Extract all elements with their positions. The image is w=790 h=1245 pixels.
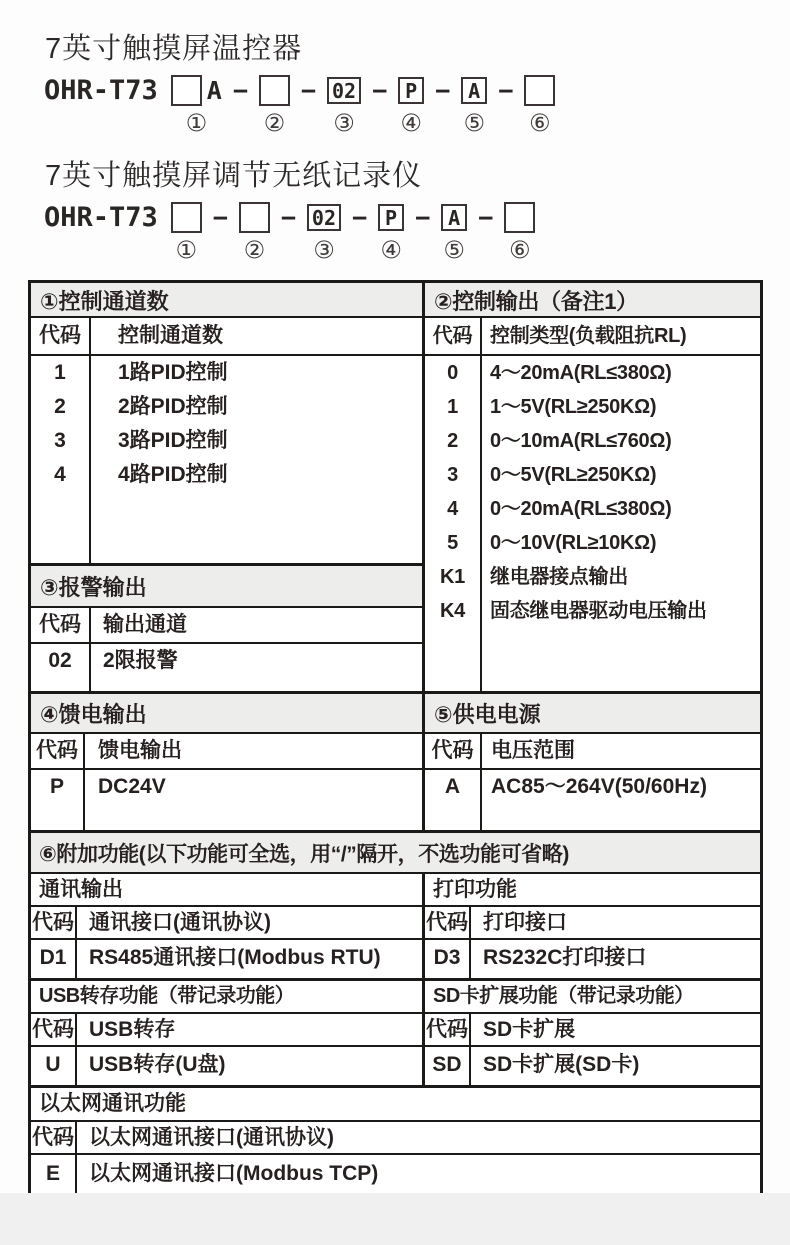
code-cell: 1	[447, 396, 458, 418]
model-segment-4	[398, 77, 424, 104]
code-column	[31, 1155, 77, 1193]
desc-cell: SD卡扩展(SD卡)	[483, 1053, 640, 1076]
model-code-line-2	[44, 202, 790, 264]
desc-cell: DC24V	[98, 775, 166, 798]
desc-column	[77, 940, 422, 978]
model-box-4: P	[398, 77, 424, 104]
desc-cell: 0～10V(RL≥10KΩ)	[490, 532, 657, 554]
code-column	[31, 770, 85, 830]
subsection-ethernet-title: 以太网通讯功能	[31, 1088, 760, 1122]
column-header-code: 代码	[31, 907, 77, 938]
segment-marker-5: ⑤	[463, 109, 485, 137]
comm-print-row	[31, 874, 760, 978]
code-column	[31, 1047, 77, 1085]
code-cell: P	[49, 775, 64, 798]
desc-cell: 2路PID控制	[118, 395, 228, 418]
table-body	[31, 1155, 760, 1193]
table-body	[425, 1047, 760, 1085]
subsection-ethernet	[31, 1085, 760, 1193]
section-control-output	[425, 283, 760, 691]
model-box-1	[171, 202, 202, 233]
segment-marker-3: ③	[333, 109, 355, 137]
model-segment-3	[307, 204, 341, 231]
desc-cell: 0～10mA(RL≤760Ω)	[490, 430, 672, 452]
section-additional-functions	[31, 830, 760, 1193]
model-dash: −	[498, 76, 514, 105]
desc-cell: 1～5V(RL≥250KΩ)	[490, 396, 657, 418]
code-cell: D1	[39, 946, 67, 969]
table-body	[425, 356, 760, 691]
table-header-row	[31, 1122, 760, 1155]
model-dash: −	[212, 203, 228, 232]
spec-top-left-column	[31, 283, 425, 691]
subsection-print-title: 打印功能	[425, 874, 760, 907]
column-header-desc: 电压范围	[491, 739, 575, 762]
code-column	[31, 356, 91, 563]
model-box-4: P	[378, 204, 404, 231]
table-body	[31, 770, 422, 830]
table-header-row	[425, 907, 760, 940]
subsection-usb-title: USB转存功能（带记录功能）	[31, 981, 422, 1014]
model-dash: −	[435, 76, 451, 105]
section-control-channels	[31, 283, 422, 563]
column-header-desc: SD卡扩展	[483, 1018, 576, 1041]
code-cell: K1	[440, 566, 465, 588]
code-cell: 2	[54, 395, 66, 418]
table-body	[31, 356, 422, 563]
code-cell: 02	[48, 649, 72, 672]
table-body	[31, 940, 422, 978]
model-segment-3	[327, 77, 361, 104]
page-bottom-shade	[0, 1193, 790, 1245]
table-header-row	[31, 907, 422, 940]
model-box-3: 02	[307, 204, 341, 231]
model-dash: −	[300, 76, 316, 105]
subsection-sd-expansion	[425, 981, 760, 1085]
section-control-output-title: ②控制输出（备注1）	[425, 283, 760, 318]
table-body	[425, 770, 760, 830]
spec-top-row	[31, 283, 760, 691]
model-segment-1	[171, 202, 202, 233]
desc-column	[77, 1047, 422, 1085]
desc-column	[85, 770, 422, 830]
code-cell: SD	[432, 1053, 462, 1076]
column-header-desc: 控制通道数	[118, 324, 223, 347]
model-segment-1	[171, 75, 222, 106]
usb-sd-row	[31, 978, 760, 1085]
model-box-5: A	[461, 77, 487, 104]
desc-column	[482, 770, 760, 830]
segment-marker-4: ④	[380, 236, 402, 264]
segment-marker-2: ②	[243, 236, 266, 264]
product-title-paperless-recorder: 7英寸触摸屏调节无纸记录仪	[45, 160, 423, 192]
column-header-code: 代码	[425, 734, 482, 768]
desc-cell: 固态继电器驱动电压输出	[490, 600, 707, 622]
code-cell: 0	[447, 362, 458, 384]
code-cell: U	[45, 1053, 61, 1076]
code-column	[31, 940, 77, 978]
model-dash: −	[232, 76, 248, 105]
section-feed-output-title: ④馈电输出	[31, 694, 422, 734]
desc-column	[471, 940, 760, 978]
column-header-desc: USB转存	[89, 1018, 176, 1041]
model-box-1-suffix: A	[206, 76, 222, 105]
model-segment-2	[259, 75, 290, 106]
section-control-channels-title: ①控制通道数	[31, 283, 422, 318]
column-header-code: 代码	[425, 318, 482, 354]
table-header-row	[425, 1014, 760, 1047]
column-header-desc: 打印接口	[483, 911, 567, 934]
spec-middle-row	[31, 691, 760, 830]
table-body	[425, 940, 760, 978]
code-cell: A	[444, 775, 461, 798]
model-segment-6	[504, 202, 535, 233]
table-header-row	[31, 734, 422, 770]
model-dash: −	[280, 203, 296, 232]
column-header-desc: 通讯接口(通讯协议)	[89, 911, 271, 934]
model-segment-5	[461, 77, 487, 104]
code-column	[425, 770, 482, 830]
column-header-desc: 以太网通讯接口(通讯协议)	[89, 1126, 334, 1149]
segment-marker-6: ⑥	[508, 236, 531, 264]
subsection-comm-output	[31, 874, 425, 978]
code-cell: 3	[447, 464, 458, 486]
desc-cell: 0～5V(RL≥250KΩ)	[490, 464, 657, 486]
segment-marker-1: ①	[175, 236, 198, 264]
subsection-sd-title: SD卡扩展功能（带记录功能）	[425, 981, 760, 1014]
model-code-line-1	[44, 75, 790, 137]
segment-marker-6: ⑥	[529, 109, 551, 137]
segment-marker-4: ④	[400, 109, 422, 137]
desc-column	[482, 356, 760, 691]
ordering-spec-table	[28, 280, 763, 1196]
model-box-5: A	[441, 204, 467, 231]
desc-column	[77, 1155, 760, 1193]
table-body	[31, 644, 422, 691]
column-header-code: 代码	[425, 1014, 471, 1045]
model-prefix: OHR-T73	[44, 202, 158, 233]
desc-cell: 4～20mA(RL≤380Ω)	[490, 362, 672, 384]
segment-marker-3: ③	[313, 236, 335, 264]
model-dash: −	[415, 203, 431, 232]
model-box-1	[171, 75, 202, 106]
model-box-2	[259, 75, 290, 106]
column-header-code: 代码	[31, 1014, 77, 1045]
product-title-temp-controller: 7英寸触摸屏温控器	[45, 33, 303, 65]
column-header-code: 代码	[425, 907, 471, 938]
code-cell: 5	[447, 532, 458, 554]
code-cell: K4	[440, 600, 465, 622]
model-box-3: 02	[327, 77, 361, 104]
segment-marker-2: ②	[263, 109, 286, 137]
section-power-supply	[425, 694, 760, 830]
segment-marker-1: ①	[185, 109, 208, 137]
subsection-usb-transfer	[31, 981, 425, 1085]
model-box-6	[504, 202, 535, 233]
code-cell: 4	[54, 463, 66, 486]
desc-column	[471, 1047, 760, 1085]
section-additional-functions-title: ⑥附加功能(以下功能可全选，用“/”隔开，不选功能可省略)	[31, 833, 760, 874]
code-cell: 2	[447, 430, 458, 452]
column-header-code: 代码	[31, 318, 91, 354]
column-header-desc: 输出通道	[103, 613, 187, 636]
code-cell: 3	[54, 429, 66, 452]
model-dash: −	[372, 76, 388, 105]
code-column	[31, 644, 91, 691]
section-alarm-output	[31, 563, 422, 691]
section-alarm-output-title: ③报警输出	[31, 566, 422, 608]
code-column	[425, 356, 482, 691]
model-segment-6	[524, 75, 555, 106]
model-prefix: OHR-T73	[44, 75, 158, 106]
subsection-comm-title: 通讯输出	[31, 874, 422, 907]
desc-cell: 继电器接点输出	[490, 566, 628, 588]
table-header-row	[31, 318, 422, 356]
column-header-code: 代码	[31, 1122, 77, 1153]
model-segment-4	[378, 204, 404, 231]
desc-column	[91, 356, 422, 563]
model-box-6	[524, 75, 555, 106]
section-power-supply-title: ⑤供电电源	[425, 694, 760, 734]
desc-cell: 2限报警	[103, 649, 178, 672]
section-feed-output	[31, 694, 425, 830]
column-header-desc: 馈电输出	[98, 739, 182, 762]
desc-cell: RS485通讯接口(Modbus RTU)	[89, 946, 381, 969]
desc-cell: 4路PID控制	[118, 463, 228, 486]
desc-cell: 3路PID控制	[118, 429, 228, 452]
desc-cell: 以太网通讯接口(Modbus TCP)	[89, 1162, 379, 1185]
table-header-row	[31, 608, 422, 644]
segment-marker-5: ⑤	[443, 236, 465, 264]
model-box-2	[239, 202, 270, 233]
desc-cell: 1路PID控制	[118, 361, 228, 384]
code-cell: 1	[54, 361, 66, 384]
model-dash: −	[478, 203, 494, 232]
desc-column	[91, 644, 422, 691]
model-segment-5	[441, 204, 467, 231]
code-column	[425, 940, 471, 978]
column-header-code: 代码	[31, 734, 85, 768]
model-dash: −	[352, 203, 368, 232]
code-cell: E	[45, 1162, 60, 1185]
desc-cell: RS232C打印接口	[483, 946, 647, 969]
code-column	[425, 1047, 471, 1085]
desc-cell: 0～20mA(RL≤380Ω)	[490, 498, 672, 520]
table-body	[31, 1047, 422, 1085]
table-header-row	[425, 318, 760, 356]
desc-cell: AC85～264V(50/60Hz)	[491, 775, 707, 798]
desc-cell: USB转存(U盘)	[89, 1053, 226, 1076]
table-header-row	[425, 734, 760, 770]
table-header-row	[31, 1014, 422, 1047]
column-header-code: 代码	[31, 608, 91, 642]
column-header-desc: 控制类型(负载阻抗RL)	[490, 325, 687, 347]
code-cell: 4	[447, 498, 458, 520]
code-cell: D3	[433, 946, 461, 969]
subsection-print-function	[425, 874, 760, 978]
model-segment-2	[239, 202, 270, 233]
